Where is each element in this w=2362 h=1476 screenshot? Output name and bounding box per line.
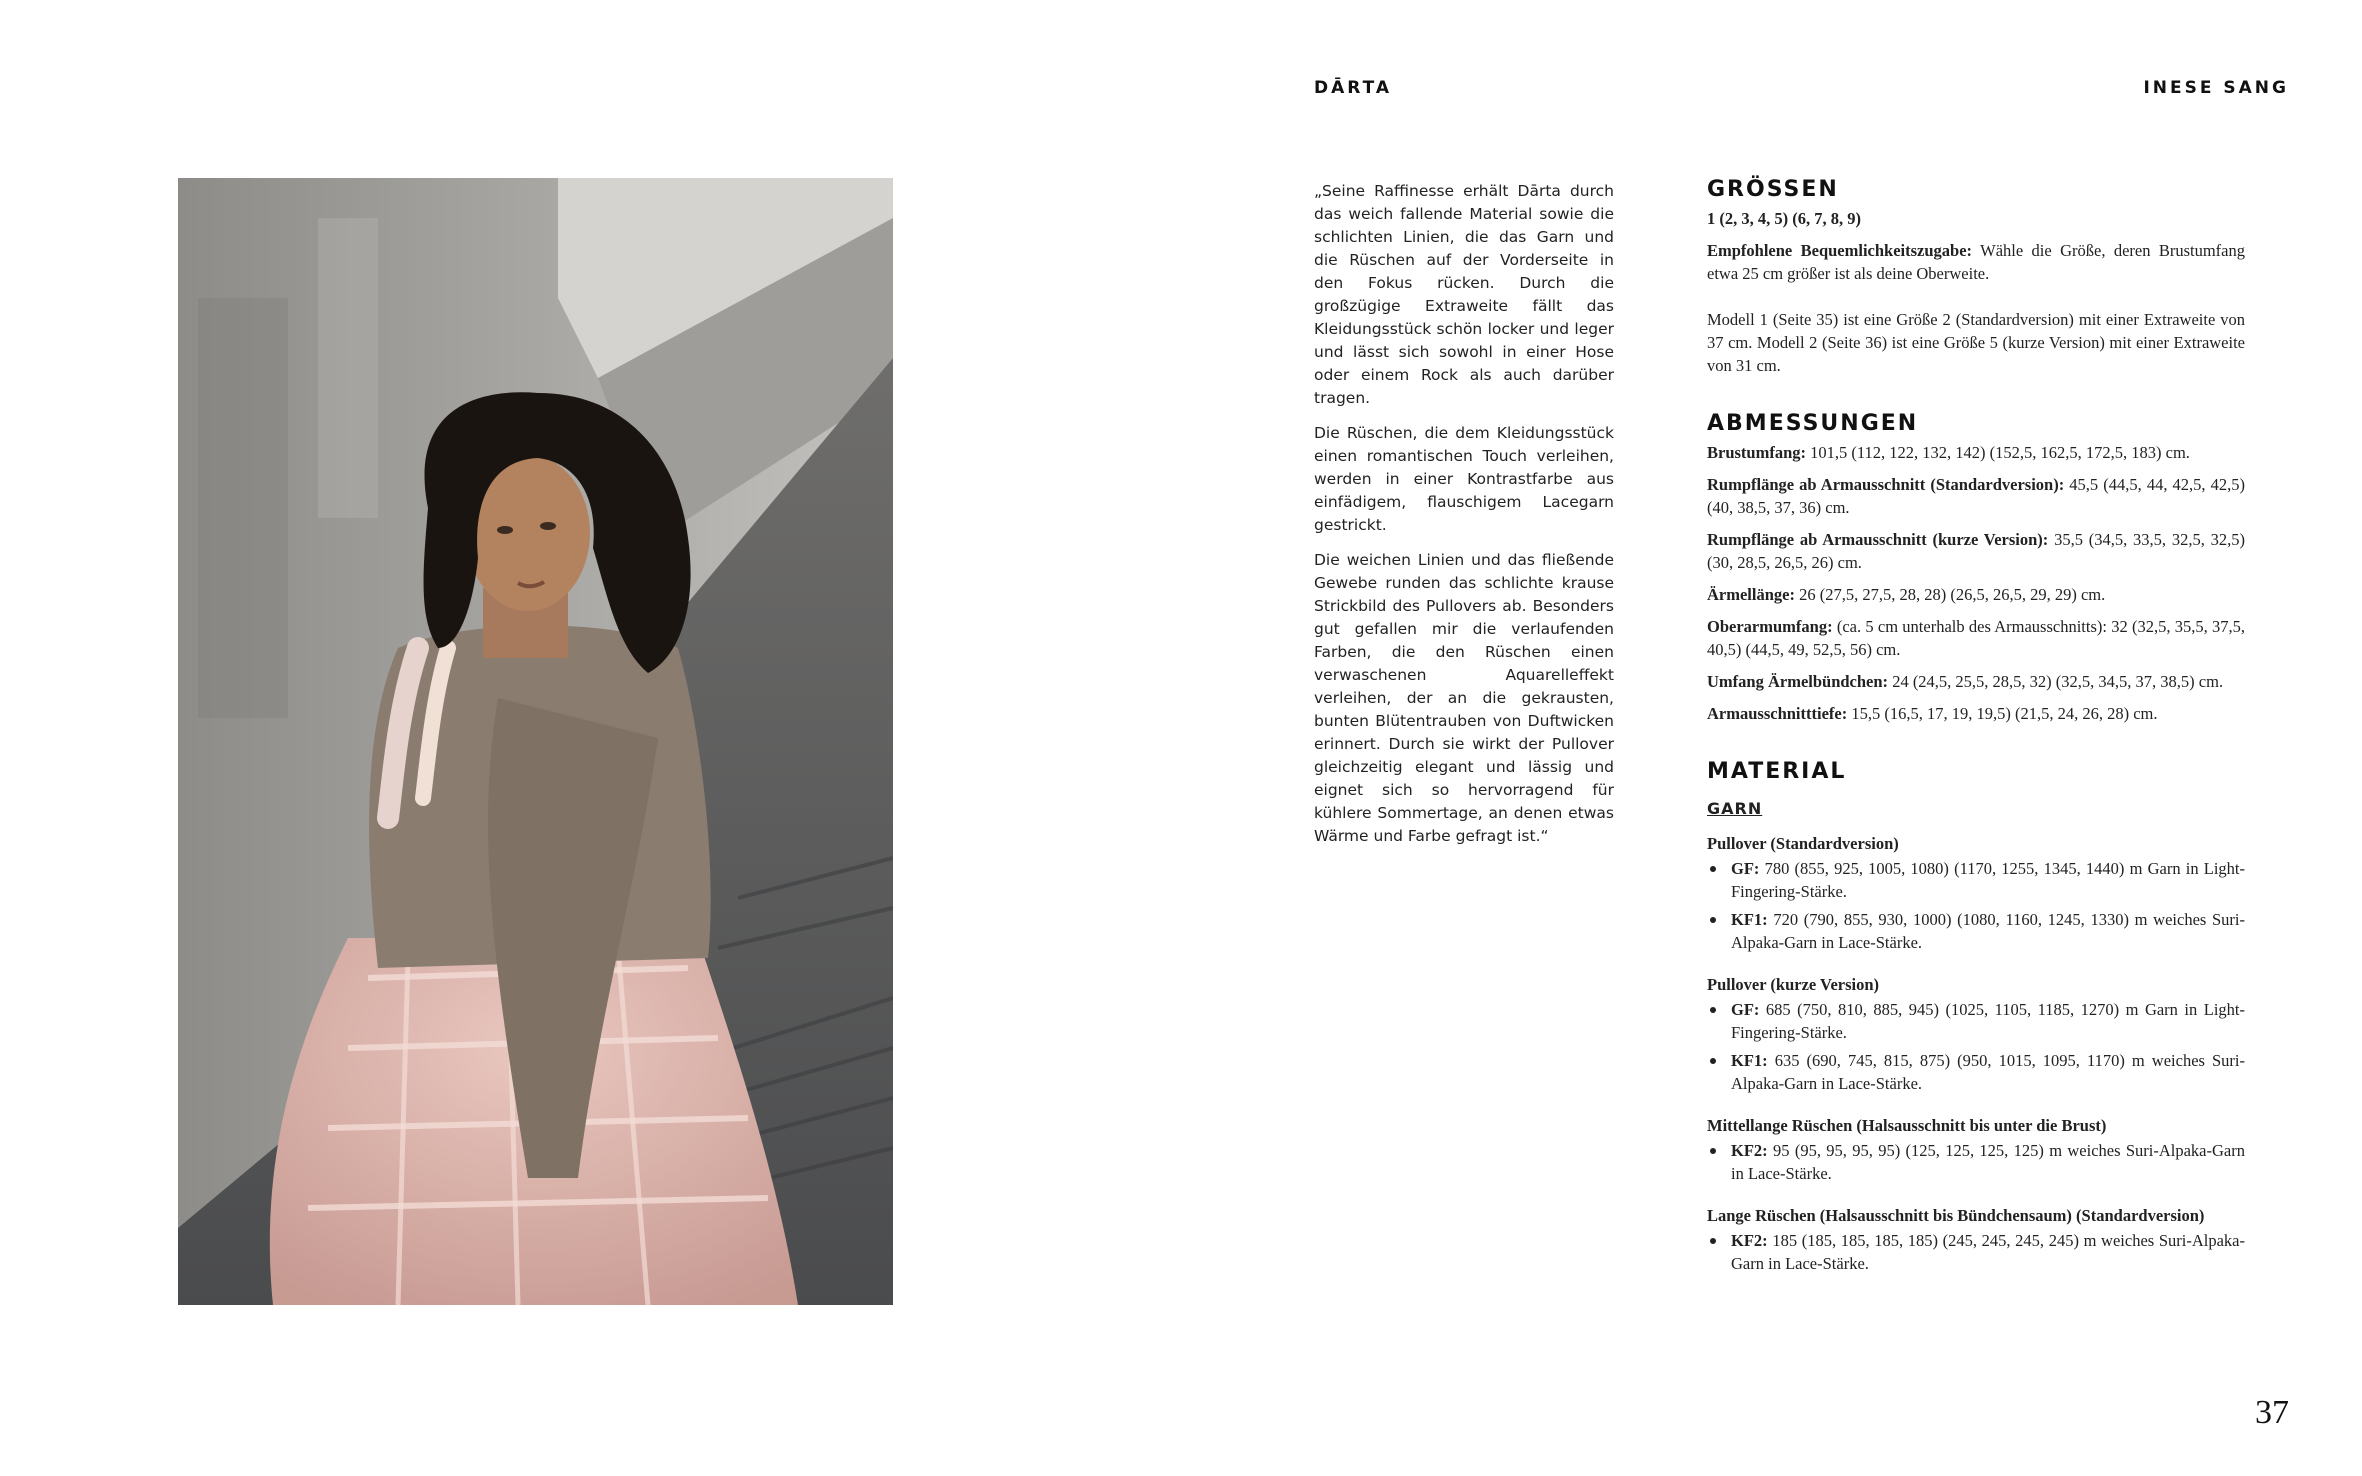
quote-paragraph: Die Rüschen, die dem Kleidungsstück einen romantischen Touch verleihen, werden in einer Kontrastfarbe aus einfädigem, flauschigem Lacegarn gestrickt. <box>1314 424 1614 534</box>
running-head-title: DĀRTA <box>1314 78 1393 98</box>
yarn-subheading: GARN <box>1707 799 1763 818</box>
sizes-heading: GRÖSSEN <box>1707 177 1839 202</box>
pattern-info <box>1707 178 2245 1280</box>
material-heading: MATERIAL <box>1707 759 1847 784</box>
material-list <box>1707 998 2245 1095</box>
quote-paragraph: Die weichen Linien und das fließende Gewebe runden das schlichte krause Strickbild des Pullovers ab. Besonders gut gefallen mir die verlaufenden Farben, die den Rüschen einen verwaschenen Aquarelleffekt verleihen, der an die gekrausten, bunten Blütentrauben von Duftwicken erinnert. Durch sie wirkt der Pullover gleichzeitig elegant und lässig und eignet sich so hervorragend für kühlere Sommertage, an denen etwas Wärme und Farbe gefragt ist.“ <box>1314 551 1614 845</box>
measurement-item: Rumpflänge ab Armausschnitt (kurze Version): 35,5 (34,5, 33,5, 32,5, 32,5) (30, 28,5, 26,5, 26) cm. <box>1707 530 2245 572</box>
measurement-item: Armausschnitttiefe: 15,5 (16,5, 17, 19, 19,5) (21,5, 24, 26, 28) cm. <box>1707 704 2158 723</box>
measurement-item: Ärmellänge: 26 (27,5, 27,5, 28, 28) (26,5, 26,5, 29, 29) cm. <box>1707 585 2106 604</box>
ease-label: Empfohlene Bequemlichkeitszugabe: <box>1707 241 1973 260</box>
measurement-item: Rumpflänge ab Armausschnitt (Standardversion): 45,5 (44,5, 44, 42,5, 42,5) (40, 38,5, 37, 36) cm. <box>1707 475 2245 517</box>
material-group-title: Lange Rüschen (Halsausschnitt bis Bündchensaum) (Standardversion) <box>1707 1206 2205 1225</box>
measurement-item: Brustumfang: 101,5 (112, 122, 132, 142) (152,5, 162,5, 172,5, 183) cm. <box>1707 443 2190 462</box>
ease-paragraph <box>1707 239 2245 285</box>
quote-paragraph: „Seine Raffinesse erhält Dārta durch das weich fallende Material sowie die schlichten Linien, die das Garn und die Rüschen auf der Vorderseite in den Fokus rücken. Durch die großzügige Extraweite fällt das Kleidungsstück schön locker und leger und lässt sich sowohl in einer Hose oder einem Rock als auch darüber tragen. <box>1314 182 1614 407</box>
models-paragraph: Modell 1 (Seite 35) ist eine Größe 2 (Standardversion) mit einer Extraweite von 37 cm. Modell 2 (Seite 36) ist eine Größe 5 (kurze Version) mit einer Extraweite von 31 cm. <box>1707 310 2245 375</box>
material-group-title: Pullover (Standardversion) <box>1707 834 1899 853</box>
portrait-photo <box>178 178 893 1305</box>
material-list <box>1707 1139 2245 1185</box>
material-item: GF: 685 (750, 810, 885, 945) (1025, 1105, 1185, 1270) m Garn in Light-Fingering-Stärke. <box>1707 998 2245 1044</box>
material-group-title: Pullover (kurze Version) <box>1707 975 1880 994</box>
material-list <box>1707 1229 2245 1275</box>
ease-text: Wähle die Größe, deren Brustumfang etwa 25 cm größer ist als deine Oberweite. <box>1707 241 2245 283</box>
material-list <box>1707 857 2245 954</box>
measurements-heading: ABMESSUNGEN <box>1707 411 1919 436</box>
material-item: KF2: 185 (185, 185, 185, 185) (245, 245, 245, 245) m weiches Suri-Alpaka-Garn in Lace-Stärke. <box>1707 1229 2245 1275</box>
material-item: KF1: 720 (790, 855, 930, 1000) (1080, 1160, 1245, 1330) m weiches Suri-Alpaka-Garn in Lace-Stärke. <box>1707 908 2245 954</box>
material-item: KF2: 95 (95, 95, 95, 95) (125, 125, 125, 125) m weiches Suri-Alpaka-Garn in Lace-Stärke. <box>1707 1139 2245 1185</box>
material-item: KF1: 635 (690, 745, 815, 875) (950, 1015, 1095, 1170) m weiches Suri-Alpaka-Garn in Lace-Stärke. <box>1707 1049 2245 1095</box>
material-group-title: Mittellange Rüschen (Halsausschnitt bis unter die Brust) <box>1707 1116 2107 1135</box>
running-head-author: INESE SANG <box>2143 78 2289 98</box>
measurement-item: Umfang Ärmelbündchen: 24 (24,5, 25,5, 28,5, 32) (32,5, 34,5, 37, 38,5) cm. <box>1707 672 2224 691</box>
material-item: GF: 780 (855, 925, 1005, 1080) (1170, 1255, 1345, 1440) m Garn in Light-Fingering-Stärke. <box>1707 857 2245 903</box>
designer-quote <box>1314 180 1614 860</box>
measurement-item: Oberarmumfang: (ca. 5 cm unterhalb des Armausschnitts): 32 (32,5, 35,5, 37,5, 40,5) (44,5, 49, 52,5, 56) cm. <box>1707 617 2245 659</box>
sizes-list: 1 (2, 3, 4, 5) (6, 7, 8, 9) <box>1707 209 1861 228</box>
page-number: 37 <box>2255 1394 2289 1431</box>
